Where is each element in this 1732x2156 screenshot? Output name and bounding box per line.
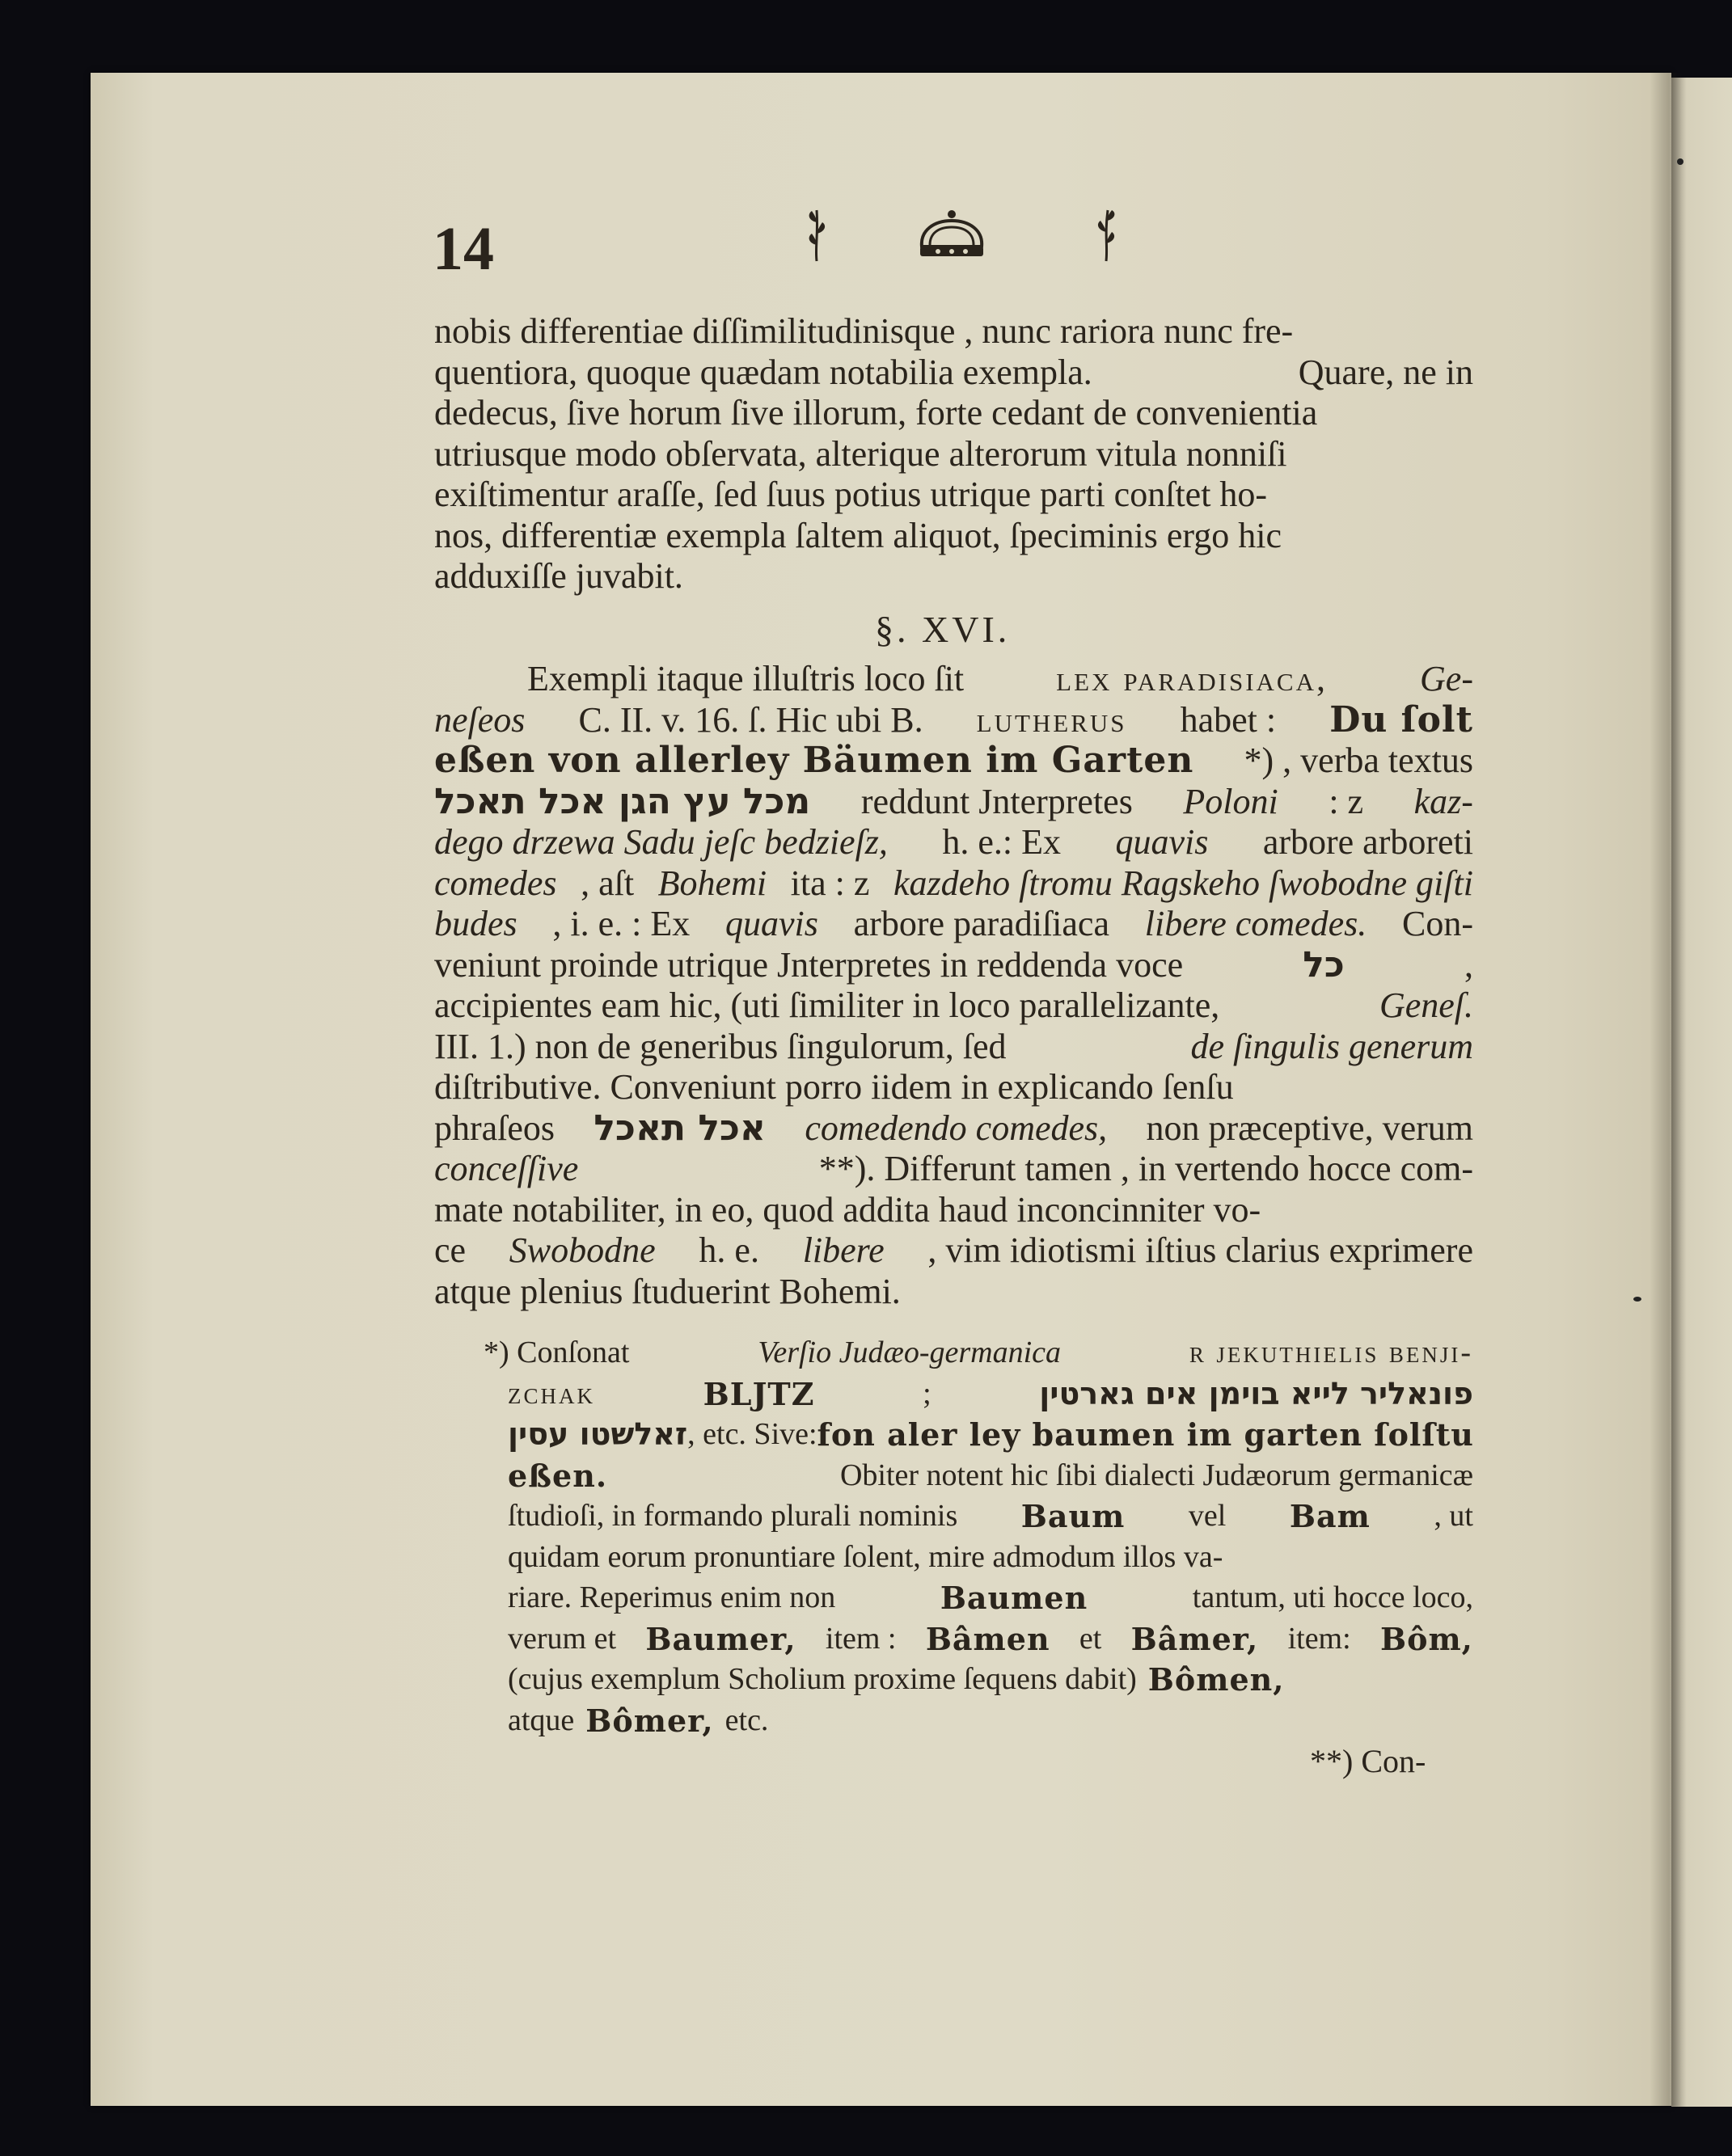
text-line: quentiora, quoque quædam notabilia exempla. Quare, ne in: [434, 352, 1473, 392]
footnote-line: eßen. Obiter notent hic ſibi dialecti Judæorum germanicæ: [508, 1457, 1473, 1494]
text-line: utriusque modo obſervata, alterique alterorum vitula nonniſi: [434, 433, 1287, 474]
text-line: III. 1.) non de generibus ſingulorum, ſed de ſingulis generum: [434, 1026, 1473, 1066]
hebrew-text: מכל עץ הגן אכל תאכל: [434, 780, 811, 822]
margin-mark: [1633, 1297, 1641, 1302]
text-line: neſeos C. II. v. 16. ſ. Hic ubi B. lutherus habet : Du ſolt: [434, 698, 1473, 740]
page-number: 14: [433, 215, 494, 283]
footnote-line: atque Bômer, etc.: [508, 1702, 769, 1739]
footnote-line: zchak BLJTZ ; פונאליר לייא בוימן אים גארטין: [484, 1373, 1473, 1415]
footnote-line: *) Conſonat Verſio Judæo-germanica r jekuthielis benji-: [484, 1335, 1473, 1369]
footnote-line: זאלשטו עסין , etc. Sive: fon aler ley baumen im garten ſolſtu: [484, 1414, 1473, 1455]
text-line: veniunt proinde utrique Jnterpretes in reddenda voce כל ,: [434, 943, 1473, 985]
footnote-line: quidam eorum pronuntiare ſolent, mire admodum illos va-: [508, 1539, 1223, 1574]
hebrew-text: אכל תאכל: [594, 1107, 766, 1149]
text-line: phraſeos אכל תאכל comedendo comedes, non præceptive, verum: [434, 1107, 1473, 1149]
text-line: conceſſive **). Differunt tamen , in vertendo hocce com-: [434, 1149, 1473, 1188]
paragraph-lex-paradisiaca: [434, 659, 1473, 1312]
footnote-line: riare. Reperimus enim non Baumen tantum, uti hocce loco,: [508, 1580, 1473, 1616]
text-line: mate notabiliter, in eo, quod addita haud inconcinniter vo-: [434, 1189, 1261, 1230]
hebrew-text: זאלשטו עסין: [508, 1416, 688, 1452]
text-line: eßen von allerley Bäumen im Garten *) , verba textus: [434, 740, 1473, 781]
sprig-ornament-right-icon: [1078, 206, 1134, 263]
text-line: nobis differentiae diſſimilitudinisque , nunc rariora nunc fre-: [434, 311, 1294, 351]
text-line: מכל עץ הגן אכל תאכל reddunt Jnterpretes Poloni : z kaz-: [434, 780, 1473, 822]
text-line: adduxiſſe juvabit.: [434, 556, 683, 596]
text-line: dego drzewa Sadu jeſc bedzieſz, h. e.: Ex quavis arbore arboreti: [434, 822, 1473, 862]
text-line: Exempli itaque illuſtris loco ſit lex paradisiaca, Ge-: [527, 659, 1473, 698]
footnote: [484, 1332, 1473, 1740]
text-line: diſtributive. Conveniunt porro iidem in explicando ſenſu: [434, 1067, 1234, 1107]
hebrew-text: פונאליר לייא בוימן אים גארטין: [1039, 1375, 1473, 1411]
section-heading: §. XVI.: [875, 609, 1011, 650]
footnote-line: ſtudioſi, in formando plurali nominis Baum vel Bam , ut: [508, 1498, 1473, 1534]
text-line: atque plenius ſtuduerint Bohemi.: [434, 1271, 901, 1311]
text-line: budes , i. e. : Ex quavis arbore paradiſiaca libere comedes. Con-: [434, 904, 1473, 943]
margin-mark: [1677, 158, 1683, 165]
gutter-shadow: [1650, 73, 1682, 2106]
text-line: exiſtimentur araſſe, ſed ſuus potius utrique parti conſtet ho-: [434, 475, 1268, 514]
text-line: accipientes eam hic, (uti ſimiliter in loco parallelizante, Geneſ.: [434, 985, 1473, 1025]
footnote-line: verum et Baumer, item : Bâmen et Bâmer, item: Bôm,: [508, 1620, 1473, 1657]
catchword: **) Con-: [1310, 1743, 1426, 1779]
text-line: dedecus, ſive horum ſive illorum, forte cedant de convenientia: [434, 393, 1318, 432]
sprig-ornament-left-icon: [788, 206, 845, 263]
hebrew-text: כל: [1303, 943, 1345, 985]
crown-ornament-icon: [914, 206, 991, 263]
text-line: comedes , aſt Bohemi ita : z kazdeho ſtromu Ragskeho ſwobodne giſti: [434, 863, 1473, 903]
footnote-line: (cujus exemplum Scholium proxime ſequens dabit) Bômen,: [508, 1661, 1285, 1698]
text-line: ce Swobodne h. e. libere , vim idiotismi iſtius clarius exprimere: [434, 1230, 1473, 1270]
paragraph-intro: [434, 311, 1473, 597]
text-line: nos, differentiæ exempla ſaltem aliquot, ſpeciminis ergo hic: [434, 515, 1282, 555]
